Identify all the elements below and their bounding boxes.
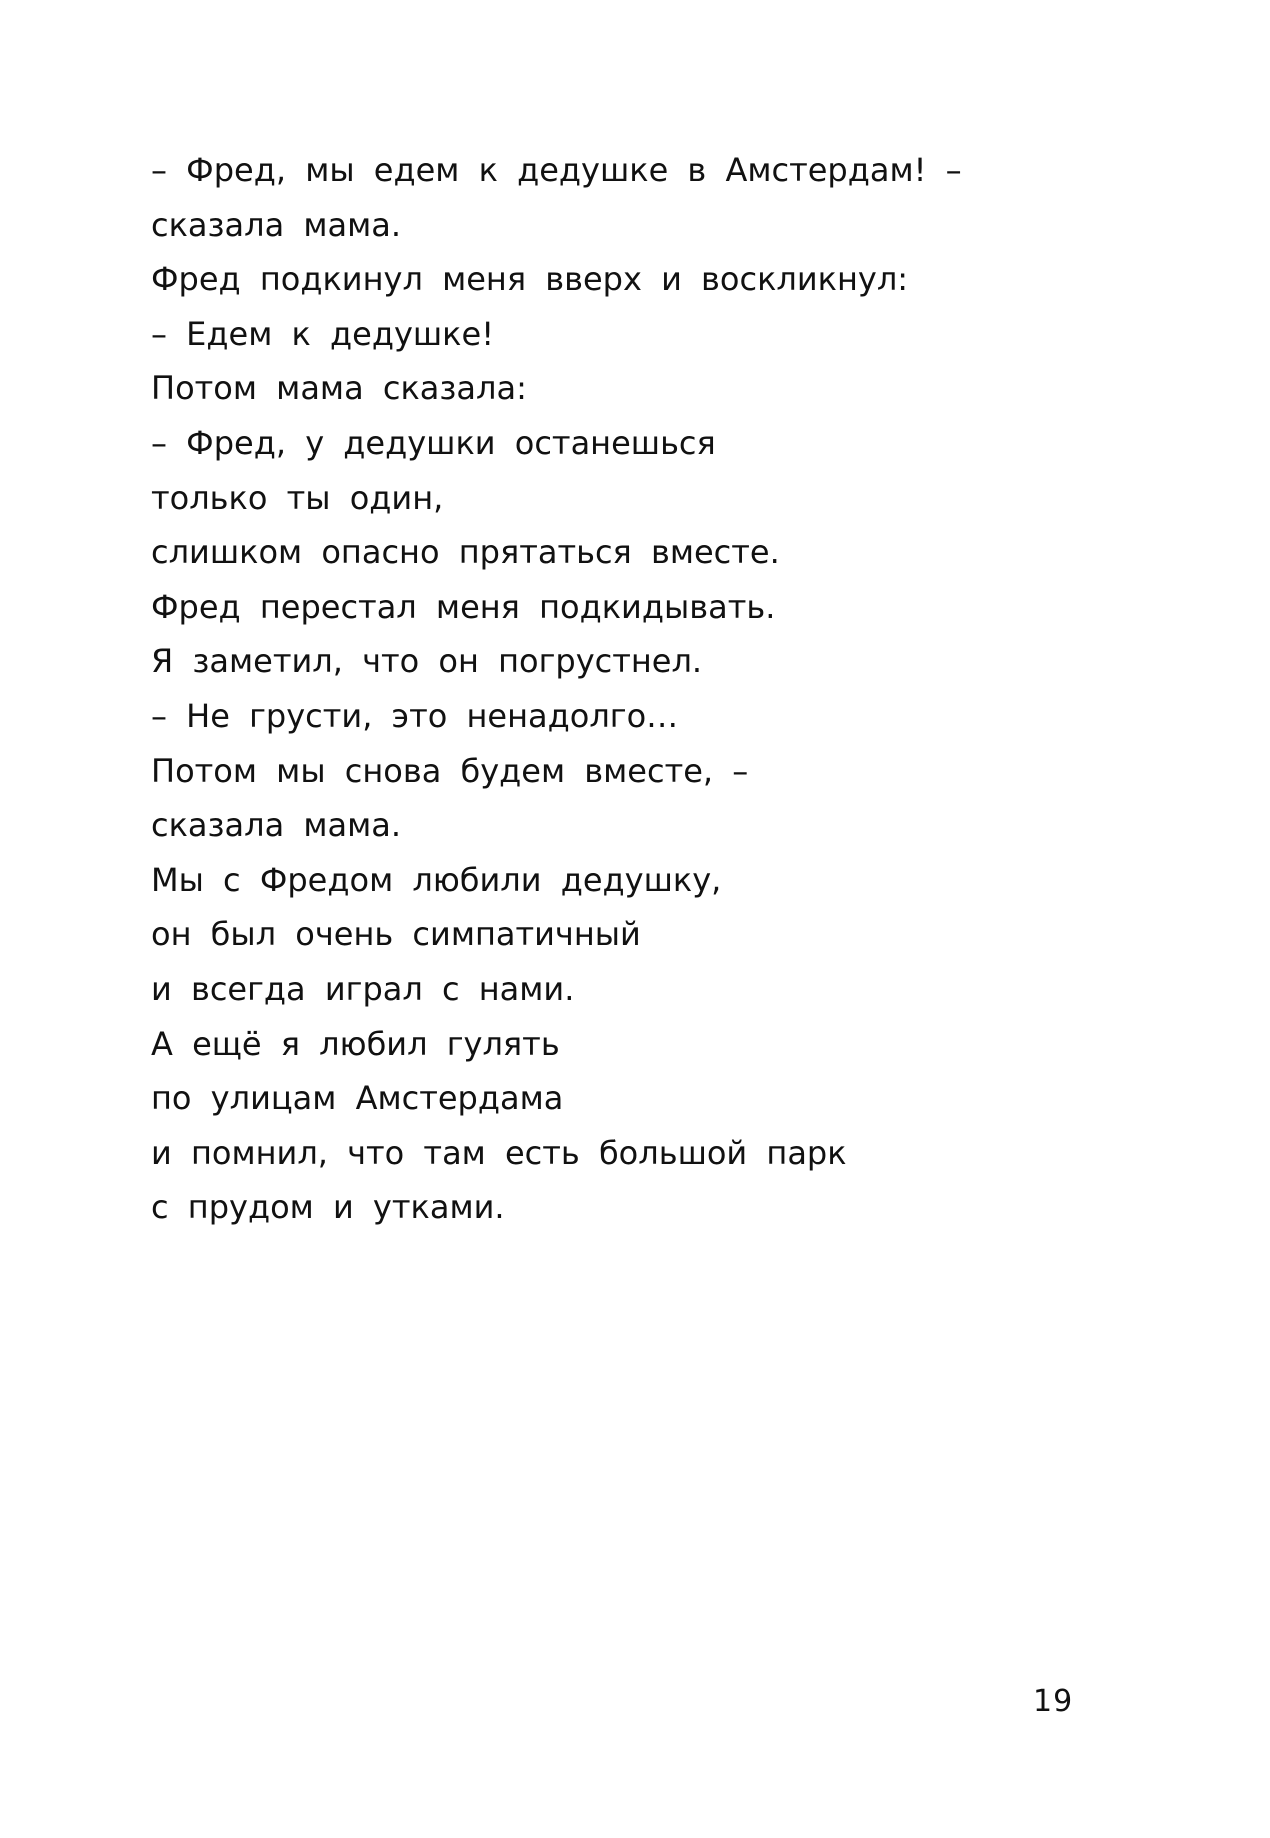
text-line: он был очень симпатичный: [151, 915, 641, 954]
page-number: 19: [1033, 1684, 1074, 1719]
text-line: и помнил, что там есть большой парк: [151, 1133, 847, 1172]
text-line: сказала мама.: [151, 806, 402, 845]
text-line: Потом мы снова будем вместе, –: [151, 751, 749, 790]
text-line: с прудом и утками.: [151, 1188, 505, 1227]
text-line: по улицам Амстердама: [151, 1079, 564, 1118]
text-line: Фред перестал меня подкидывать.: [151, 587, 776, 626]
text-line: Потом мама сказала:: [151, 369, 527, 408]
text-line: Мы с Фредом любили дедушку,: [151, 860, 722, 899]
text-line: слишком опасно прятаться вместе.: [151, 533, 780, 572]
text-line: Фред подкинул меня вверх и воскликнул:: [151, 260, 909, 299]
text-line: сказала мама.: [151, 205, 402, 244]
text-line: – Фред, мы едем к дедушке в Амстердам! –: [151, 151, 962, 189]
story-text: [151, 143, 1101, 1235]
text-line: только ты один,: [151, 478, 444, 517]
text-line: Я заметил, что он погрустнел.: [151, 642, 703, 681]
text-line: – Не грусти, это ненадолго…: [151, 696, 679, 735]
text-line: – Едем к дедушке!: [151, 314, 495, 353]
text-line: и всегда играл с нами.: [151, 969, 575, 1008]
text-line: – Фред, у дедушки останешься: [151, 423, 716, 462]
text-line: А ещё я любил гулять: [151, 1024, 560, 1063]
